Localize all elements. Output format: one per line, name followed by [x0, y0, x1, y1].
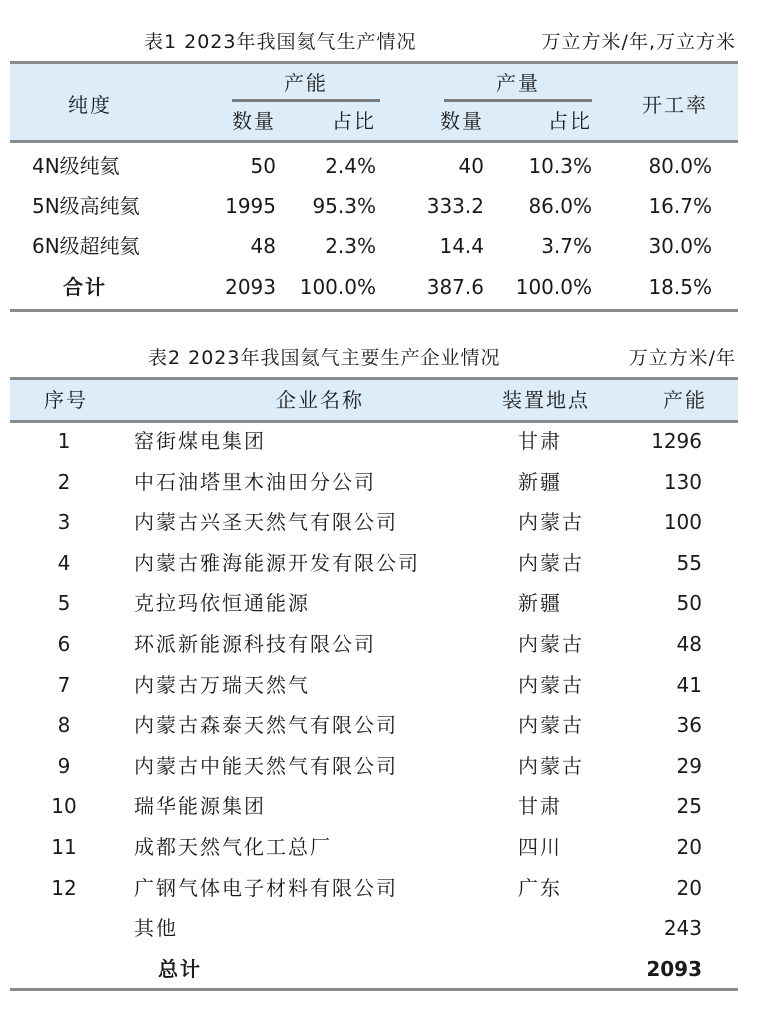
table2-cell-capacity: 1296: [651, 429, 702, 453]
table2-cell-name: 内蒙古中能天然气有限公司: [134, 754, 398, 778]
table2-cell-name: 成都天然气化工总厂: [134, 835, 332, 859]
table2-cell-location: 甘肃: [518, 794, 562, 818]
table2-cell-name: 内蒙古兴圣天然气有限公司: [134, 510, 398, 534]
table1-header-rule: [10, 140, 738, 143]
table2-cell-no: 11: [51, 835, 77, 859]
table1-header: [10, 64, 738, 140]
table2-cell-location: 四川: [518, 835, 562, 859]
table2-total-capacity: 2093: [646, 957, 702, 981]
table1-total-out-qty: 387.6: [426, 275, 484, 299]
table2-cell-no: 9: [57, 754, 71, 778]
table2-total-label: 总计: [158, 957, 202, 981]
table2-cell-no: 5: [57, 591, 71, 615]
table2-cell-name: 广钢气体电子材料有限公司: [134, 876, 398, 900]
table1-cell-out-share: 86.0%: [528, 194, 592, 218]
table2-cell-location: 广东: [518, 876, 562, 900]
table1-output-underline: [444, 99, 592, 102]
table1-caption: [10, 27, 736, 57]
table2-cell-capacity: 48: [676, 632, 702, 656]
table2-cell-location: 内蒙古: [518, 632, 584, 656]
table1-header-capacity: 产能: [284, 71, 328, 95]
table2-header-capacity: 产能: [663, 388, 707, 412]
table2-cell-no: 6: [57, 632, 71, 656]
table2-header: [10, 380, 738, 420]
table2-header-location: 装置地点: [502, 388, 590, 412]
table2-cell-location: 内蒙古: [518, 551, 584, 575]
table2-cell-capacity: 41: [676, 673, 702, 697]
table1-total-label: 合计: [63, 275, 107, 299]
table1-header-cap-qty: 数量: [232, 109, 276, 133]
table1-header-rate: 开工率: [642, 93, 708, 117]
table1-cell-out-share: 3.7%: [541, 234, 592, 258]
table2-cell-location: 内蒙古: [518, 510, 584, 534]
table2-cell-no: 10: [51, 794, 77, 818]
table1-cell-out-qty: 14.4: [439, 234, 484, 258]
table1-total-rate: 18.5%: [648, 275, 712, 299]
table2-cell-capacity: 29: [676, 754, 702, 778]
table1-total-out-share: 100.0%: [515, 275, 592, 299]
table2-cell-location: 内蒙古: [518, 673, 584, 697]
table1-cell-purity: 4N级纯氦: [32, 154, 120, 178]
table2-cell-capacity: 55: [676, 551, 702, 575]
table1-cell-purity: 6N级超纯氦: [32, 234, 140, 258]
table2-cell-capacity: 20: [676, 835, 702, 859]
table2-cell-no: 8: [57, 713, 71, 737]
table2-cell-location: 甘肃: [518, 429, 562, 453]
table1-header-output: 产量: [496, 71, 540, 95]
table1-cell-cap-qty: 48: [250, 234, 276, 258]
table2-caption: [10, 343, 736, 373]
table1-cell-cap-share: 2.4%: [325, 154, 376, 178]
table2-cell-capacity: 20: [676, 876, 702, 900]
table1-total-cap-share: 100.0%: [299, 275, 376, 299]
table1-cell-rate: 80.0%: [648, 154, 712, 178]
table1-total-cap-qty: 2093: [225, 275, 276, 299]
table2-header-rule: [10, 420, 738, 423]
table1-cell-cap-share: 2.3%: [325, 234, 376, 258]
table2-cell-capacity: 50: [676, 591, 702, 615]
table2-cell-name: 内蒙古雅海能源开发有限公司: [134, 551, 420, 575]
table1-cell-cap-qty: 1995: [225, 194, 276, 218]
table2-cell-capacity: 25: [676, 794, 702, 818]
table2-cell-no: 4: [57, 551, 71, 575]
table2-header-no: 序号: [44, 388, 88, 412]
table1-capacity-underline: [232, 99, 380, 102]
table2-cell-location: 内蒙古: [518, 754, 584, 778]
table1-header-out-share: 占比: [548, 109, 592, 133]
table2-cell-name: 窑街煤电集团: [134, 429, 266, 453]
table2-cell-name: 内蒙古万瑞天然气: [134, 673, 310, 697]
table2-cell-no: 3: [57, 510, 71, 534]
table2-cell-name: 内蒙古森泰天然气有限公司: [134, 713, 398, 737]
table2-cell-location: 内蒙古: [518, 713, 584, 737]
table1-title: 表1 2023年我国氦气生产情况: [144, 31, 417, 53]
table1-header-cap-share: 占比: [332, 109, 376, 133]
table2-cell-capacity: 130: [663, 470, 702, 494]
table1-cell-cap-share: 95.3%: [312, 194, 376, 218]
table2-other-label: 其他: [134, 916, 178, 940]
table1-cell-cap-qty: 50: [250, 154, 276, 178]
table1-cell-out-share: 10.3%: [528, 154, 592, 178]
table2-bottom-rule: [10, 988, 738, 991]
table1-cell-purity: 5N级高纯氦: [32, 194, 140, 218]
table2-title: 表2 2023年我国氦气主要生产企业情况: [148, 347, 501, 369]
table1-header-purity: 纯度: [68, 93, 112, 117]
table2-header-name: 企业名称: [276, 388, 364, 412]
table1-cell-rate: 30.0%: [648, 234, 712, 258]
table1-cell-out-qty: 333.2: [426, 194, 484, 218]
table2-cell-name: 中石油塔里木油田分公司: [134, 470, 376, 494]
table1-unit: 万立方米/年,万立方米: [541, 31, 736, 53]
table2-cell-no: 12: [51, 876, 77, 900]
table2-cell-no: 1: [57, 429, 71, 453]
table2-other-capacity: 243: [663, 916, 702, 940]
table2-cell-name: 瑞华能源集团: [134, 794, 266, 818]
table1-cell-out-qty: 40: [458, 154, 484, 178]
table2-unit: 万立方米/年: [628, 347, 736, 369]
table1-bottom-rule: [10, 309, 738, 312]
table2-cell-capacity: 36: [676, 713, 702, 737]
table2-cell-no: 2: [57, 470, 71, 494]
table2-cell-capacity: 100: [663, 510, 702, 534]
table2-cell-location: 新疆: [518, 470, 562, 494]
table1-cell-rate: 16.7%: [648, 194, 712, 218]
table2-cell-name: 克拉玛依恒通能源: [134, 591, 310, 615]
table1-header-out-qty: 数量: [440, 109, 484, 133]
table2-cell-location: 新疆: [518, 591, 562, 615]
table2-cell-name: 环派新能源科技有限公司: [134, 632, 376, 656]
table2-cell-no: 7: [57, 673, 71, 697]
